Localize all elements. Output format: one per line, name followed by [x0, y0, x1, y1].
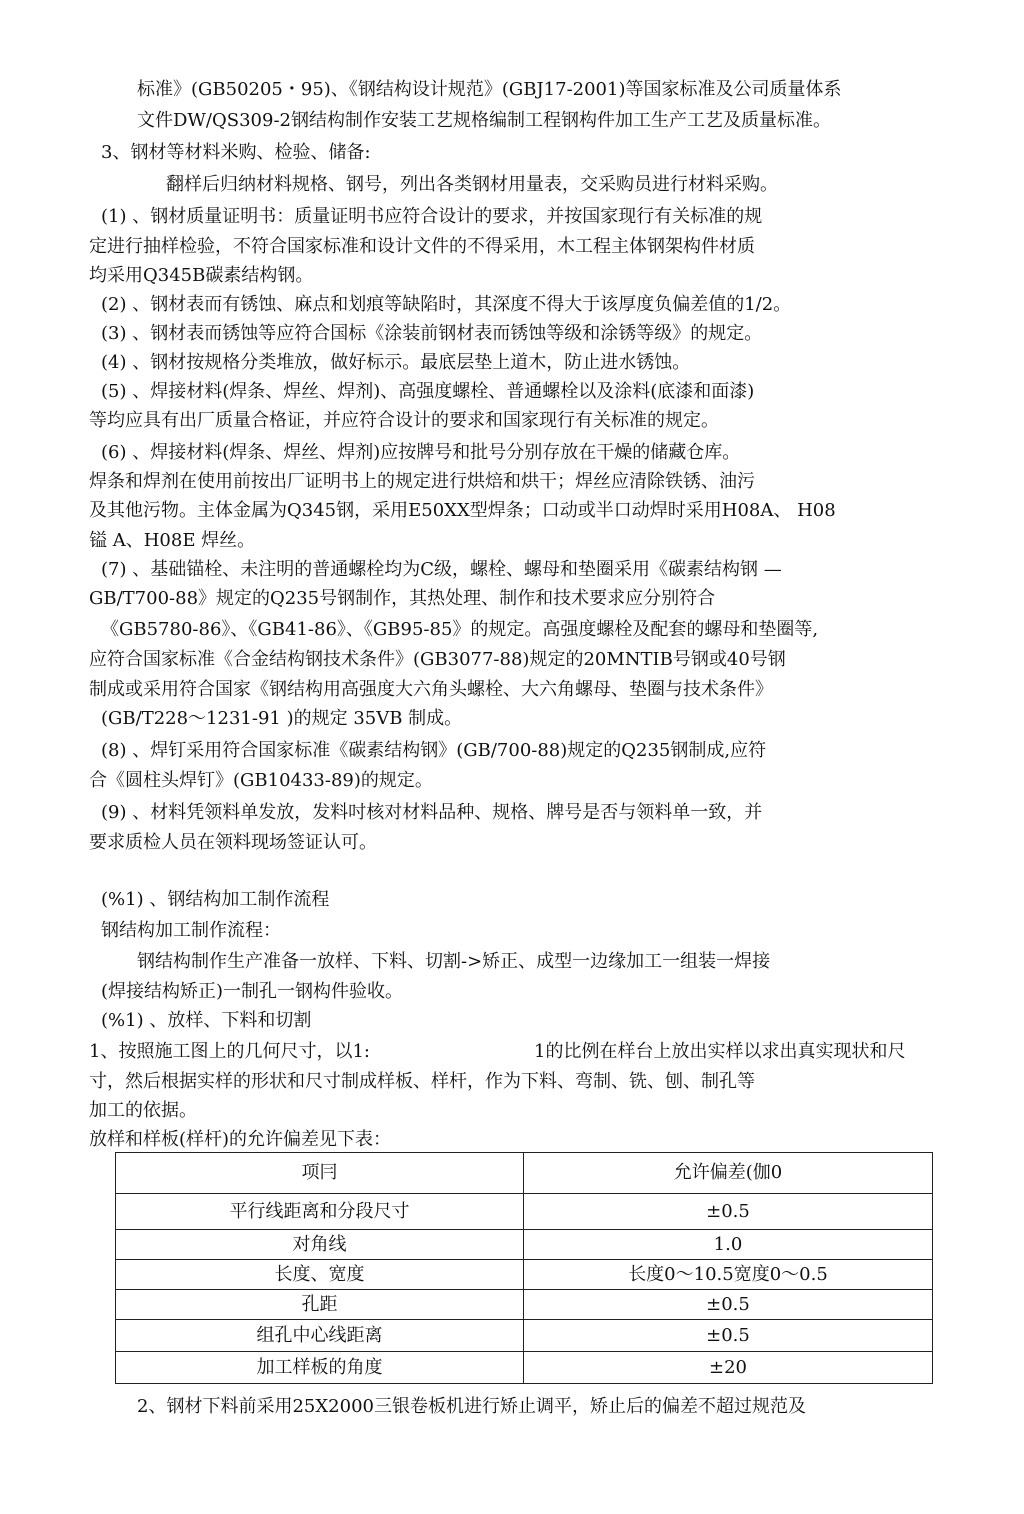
- text-line: 钢结构制作生产准备一放样、下料、切割->矫正、成型一边缘加工一组装一焊接: [137, 951, 771, 972]
- text-line: (3) 、钢材表而锈蚀等应符合国标《涂装前钢材表而锈蚀等级和涂锈等级》的规定。: [101, 323, 763, 344]
- text-line: (%1) 、放样、下料和切割: [101, 1010, 312, 1031]
- text-line: 《GB5780-86》、《GB41-86》、《GB95-85》的规定。高强度螺栓及配套的螺母和垫圈等,: [101, 619, 819, 640]
- table-row: [116, 1290, 933, 1320]
- text-line: 制成或采用符合国家《钢结构用高强度大六角头螺栓、大六角螺母、垫圈与技术条件》: [89, 679, 773, 700]
- text-line: 镒 A、H08E 焊丝。: [89, 530, 256, 551]
- table-cell: 孔距: [116, 1290, 524, 1320]
- text-line: (%1) 、钢结构加工制作流程: [101, 889, 330, 910]
- table-row: [116, 1320, 933, 1352]
- table-row: [116, 1352, 933, 1384]
- table-row: [116, 1260, 933, 1290]
- table-cell: 平行线距离和分段尺寸: [116, 1194, 524, 1230]
- text-line: 放样和样板(样杆)的允许偏差见下表：: [89, 1129, 392, 1150]
- table-header-cell: 项冃: [116, 1153, 524, 1194]
- text-line: 3、钢材等材料米购、检验、储备:: [101, 142, 371, 163]
- text-line: 标准》(GB50205・95)、《钢结构设计规范》(GBJ17-2001)等国家标准及公司质量体系: [137, 79, 842, 100]
- text-line: 应符合国家标准《合金结构钢技术条件》(GB3077-88)规定的20MNTIB号钢或40号钢: [89, 649, 786, 670]
- text-line: 2、钢材下料前采用25X2000三银卷板机进行矫止调平，矫止后的偏差不超过规范及: [137, 1396, 806, 1417]
- text-line: (9) 、材料凭领料单发放，发料吋核对材料品种、规格、牌号是否与领料单一致，并: [101, 802, 763, 823]
- table-row: [116, 1230, 933, 1260]
- text-line: (8) 、焊钉采用符合国家标准《碳素结构钢》(GB/700-88)规定的Q235钢制成,应符: [101, 740, 767, 761]
- text-line: 寸，然后根据实样的形状和尺寸制成样板、样杆，作为下料、弯制、铣、刨、制孔等: [89, 1071, 755, 1092]
- text-line: 及其他污物。主体金属为Q345钢，采用E50XX型焊条；口动或半口动焊时采用H08A、 H08: [89, 500, 836, 521]
- table-cell: 1.0: [524, 1230, 933, 1260]
- text-line: 加工的依据。: [89, 1100, 197, 1121]
- text-line: 合《圆柱头焊钉》(GB10433-89)的规定。: [89, 770, 433, 791]
- text-line: (6) 、焊接材料(焊条、焊丝、焊剂)应按牌号和批号分别存放在干燥的储藏仓库。: [101, 442, 741, 463]
- text-line: 等均应具有出厂质量合格证，并应符合设计的要求和国家现行有关标准的规定。: [89, 410, 719, 431]
- tolerance-table: [115, 1152, 933, 1384]
- text-line: 1、按照施工图上的几何尺寸，以1:: [89, 1041, 370, 1062]
- text-line: (5) 、焊接材料(焊条、焊丝、焊剂)、高强度螺栓、普通螺栓以及涂料(底漆和面漆): [101, 381, 755, 402]
- table-cell: 长度、宽度: [116, 1260, 524, 1290]
- table-cell: 对角线: [116, 1230, 524, 1260]
- table-cell: ±0.5: [524, 1194, 933, 1230]
- table-header-row: [116, 1153, 933, 1194]
- text-line: (GB/T228～1231-91 )的规定 35VB 制成。: [101, 708, 463, 729]
- text-line: 1的比例在样台上放出实样以求出真实现状和尺: [534, 1041, 906, 1062]
- text-line: (1) 、钢材质量证明书：质量证明书应符合设计的要求，并按国家现行有关标准的规: [101, 206, 763, 227]
- text-line: 焊条和焊剂在使用前按出厂证明书上的规定进行烘焙和烘干；焊丝应清除铁锈、油污: [89, 471, 755, 492]
- table-cell: 长度0～10.5宽度0～0.5: [524, 1260, 933, 1290]
- text-line: (焊接结构矫正)一制孔一钢构件验收。: [101, 981, 404, 1002]
- text-line: GB/T700-88》规定的Q235号钢制作，其热处理、制作和技术要求应分别符合: [89, 588, 716, 609]
- table-cell: ±20: [524, 1352, 933, 1384]
- text-line: 定进行抽样检验，不符合国家标准和设计文件的不得采用，木工程主体钢架构件材质: [89, 236, 755, 257]
- text-line: 钢结构加工制作流程：: [101, 920, 281, 941]
- text-line: (4) 、钢材按规格分类堆放，做好标示。最底层垫上道木，防止进水锈蚀。: [101, 352, 691, 373]
- table-row: [116, 1194, 933, 1230]
- text-line: 文件DW/QS309-2钢结构制作安装工艺规格编制工程钢构件加工生产工艺及质量标准。: [137, 110, 831, 131]
- table-cell: 加工样板的角度: [116, 1352, 524, 1384]
- table-cell: ±0.5: [524, 1290, 933, 1320]
- table-cell: 组孔中心线距离: [116, 1320, 524, 1352]
- text-line: (2) 、钢材表而有锈蚀、麻点和划痕等缺陷时，其深度不得大于该厚度负偏差值的1/2。: [101, 294, 792, 315]
- table-cell: ±0.5: [524, 1320, 933, 1352]
- text-line: 要求质检人员在领料现场签证认可。: [89, 832, 377, 853]
- text-line: (7) 、基础锚栓、未注明的普通螺栓均为C级，螺栓、螺母和垫圈采用《碳素结构钢 —: [101, 559, 782, 580]
- text-line: 均采用Q345B碳素结构钢。: [89, 265, 314, 286]
- text-line: 翻样后归纳材料规格、钢号，列出各类钢材用量表，交采购员进行材料采购。: [166, 174, 778, 195]
- table-header-cell: 允许偏差(伽0: [524, 1153, 933, 1194]
